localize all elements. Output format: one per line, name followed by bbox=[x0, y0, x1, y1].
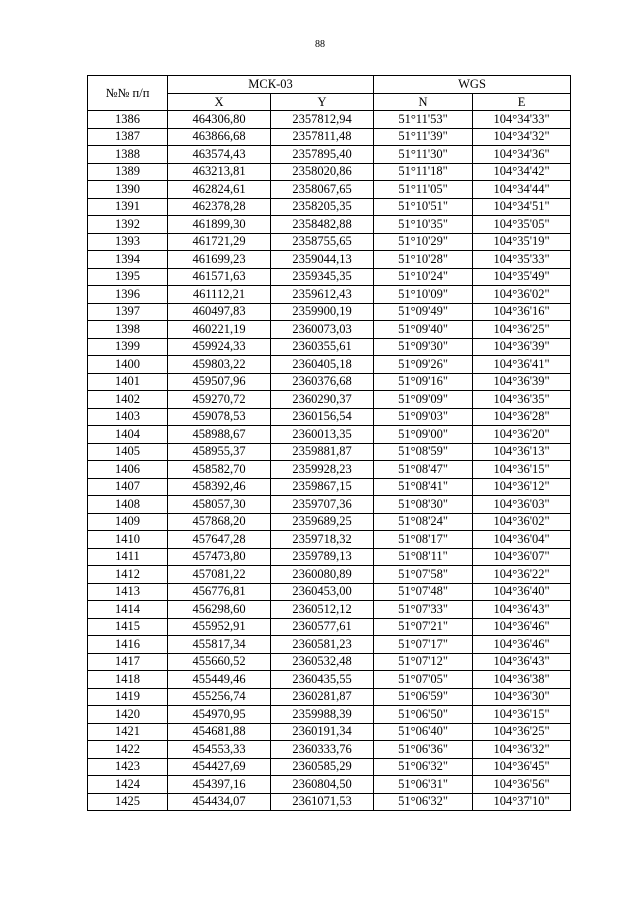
cell-point-number: 1423 bbox=[88, 758, 168, 776]
cell-point-number: 1401 bbox=[88, 373, 168, 391]
cell-point-number: 1410 bbox=[88, 531, 168, 549]
cell-y: 2360581,23 bbox=[271, 636, 374, 654]
table-row bbox=[88, 181, 571, 199]
table-row bbox=[88, 251, 571, 269]
cell-point-number: 1389 bbox=[88, 163, 168, 181]
cell-y: 2360156,54 bbox=[271, 408, 374, 426]
cell-n: 51°07'05" bbox=[374, 671, 473, 689]
cell-n: 51°06'32" bbox=[374, 793, 473, 811]
cell-e: 104°36'45" bbox=[473, 758, 571, 776]
header-x: X bbox=[168, 94, 271, 111]
cell-point-number: 1415 bbox=[88, 618, 168, 636]
table-row bbox=[88, 443, 571, 461]
cell-e: 104°35'19" bbox=[473, 233, 571, 251]
cell-point-number: 1392 bbox=[88, 216, 168, 234]
cell-y: 2358482,88 bbox=[271, 216, 374, 234]
cell-e: 104°34'33" bbox=[473, 111, 571, 129]
cell-point-number: 1402 bbox=[88, 391, 168, 409]
cell-x: 459924,33 bbox=[168, 338, 271, 356]
table-row bbox=[88, 496, 571, 514]
header-msk03: МСК-03 bbox=[168, 76, 374, 94]
cell-point-number: 1419 bbox=[88, 688, 168, 706]
cell-e: 104°36'32" bbox=[473, 741, 571, 759]
cell-y: 2360405,18 bbox=[271, 356, 374, 374]
cell-n: 51°09'49" bbox=[374, 303, 473, 321]
cell-x: 455449,46 bbox=[168, 671, 271, 689]
cell-point-number: 1393 bbox=[88, 233, 168, 251]
table-row bbox=[88, 653, 571, 671]
cell-e: 104°36'41" bbox=[473, 356, 571, 374]
cell-e: 104°36'13" bbox=[473, 443, 571, 461]
cell-y: 2360453,00 bbox=[271, 583, 374, 601]
cell-y: 2359689,25 bbox=[271, 513, 374, 531]
cell-point-number: 1406 bbox=[88, 461, 168, 479]
cell-e: 104°35'49" bbox=[473, 268, 571, 286]
cell-e: 104°36'35" bbox=[473, 391, 571, 409]
cell-n: 51°10'35" bbox=[374, 216, 473, 234]
table-row bbox=[88, 723, 571, 741]
cell-e: 104°36'38" bbox=[473, 671, 571, 689]
cell-e: 104°36'02" bbox=[473, 286, 571, 304]
cell-point-number: 1420 bbox=[88, 706, 168, 724]
cell-n: 51°07'33" bbox=[374, 601, 473, 619]
cell-point-number: 1388 bbox=[88, 146, 168, 164]
table-body bbox=[88, 111, 571, 811]
cell-x: 460497,83 bbox=[168, 303, 271, 321]
cell-x: 458955,37 bbox=[168, 443, 271, 461]
cell-n: 51°07'58" bbox=[374, 566, 473, 584]
cell-point-number: 1398 bbox=[88, 321, 168, 339]
cell-n: 51°11'30" bbox=[374, 146, 473, 164]
cell-n: 51°06'31" bbox=[374, 776, 473, 794]
cell-n: 51°08'30" bbox=[374, 496, 473, 514]
table-row bbox=[88, 233, 571, 251]
cell-x: 459803,22 bbox=[168, 356, 271, 374]
cell-y: 2360532,48 bbox=[271, 653, 374, 671]
cell-point-number: 1421 bbox=[88, 723, 168, 741]
cell-point-number: 1403 bbox=[88, 408, 168, 426]
cell-n: 51°10'51" bbox=[374, 198, 473, 216]
cell-e: 104°36'07" bbox=[473, 548, 571, 566]
cell-y: 2359718,32 bbox=[271, 531, 374, 549]
cell-e: 104°36'15" bbox=[473, 706, 571, 724]
cell-x: 457868,20 bbox=[168, 513, 271, 531]
cell-e: 104°36'46" bbox=[473, 618, 571, 636]
table-row bbox=[88, 706, 571, 724]
cell-e: 104°36'56" bbox=[473, 776, 571, 794]
cell-point-number: 1397 bbox=[88, 303, 168, 321]
cell-x: 461721,29 bbox=[168, 233, 271, 251]
cell-y: 2359789,13 bbox=[271, 548, 374, 566]
cell-x: 460221,19 bbox=[168, 321, 271, 339]
table-row bbox=[88, 531, 571, 549]
cell-point-number: 1417 bbox=[88, 653, 168, 671]
cell-n: 51°06'59" bbox=[374, 688, 473, 706]
cell-y: 2360191,34 bbox=[271, 723, 374, 741]
table-row bbox=[88, 356, 571, 374]
cell-x: 454427,69 bbox=[168, 758, 271, 776]
cell-x: 458988,67 bbox=[168, 426, 271, 444]
cell-e: 104°35'05" bbox=[473, 216, 571, 234]
table-row bbox=[88, 426, 571, 444]
cell-n: 51°08'11" bbox=[374, 548, 473, 566]
cell-n: 51°07'48" bbox=[374, 583, 473, 601]
cell-y: 2360073,03 bbox=[271, 321, 374, 339]
cell-point-number: 1387 bbox=[88, 128, 168, 146]
table-row bbox=[88, 216, 571, 234]
table-row bbox=[88, 391, 571, 409]
cell-x: 461899,30 bbox=[168, 216, 271, 234]
cell-x: 462824,61 bbox=[168, 181, 271, 199]
cell-n: 51°10'29" bbox=[374, 233, 473, 251]
cell-x: 456298,60 bbox=[168, 601, 271, 619]
cell-e: 104°36'22" bbox=[473, 566, 571, 584]
cell-x: 463574,43 bbox=[168, 146, 271, 164]
cell-point-number: 1408 bbox=[88, 496, 168, 514]
cell-y: 2359345,35 bbox=[271, 268, 374, 286]
cell-e: 104°36'40" bbox=[473, 583, 571, 601]
table-row bbox=[88, 741, 571, 759]
table-header bbox=[88, 76, 571, 111]
cell-y: 2358205,35 bbox=[271, 198, 374, 216]
cell-y: 2360577,61 bbox=[271, 618, 374, 636]
cell-y: 2360376,68 bbox=[271, 373, 374, 391]
table-row bbox=[88, 373, 571, 391]
cell-e: 104°36'12" bbox=[473, 478, 571, 496]
cell-e: 104°36'20" bbox=[473, 426, 571, 444]
cell-e: 104°34'32" bbox=[473, 128, 571, 146]
table-row bbox=[88, 111, 571, 129]
cell-e: 104°36'28" bbox=[473, 408, 571, 426]
cell-x: 459507,96 bbox=[168, 373, 271, 391]
cell-point-number: 1416 bbox=[88, 636, 168, 654]
header-row-top bbox=[88, 76, 571, 94]
header-point-number: №№ п/п bbox=[88, 76, 168, 111]
cell-y: 2357895,40 bbox=[271, 146, 374, 164]
cell-point-number: 1390 bbox=[88, 181, 168, 199]
cell-x: 455660,52 bbox=[168, 653, 271, 671]
table-row bbox=[88, 671, 571, 689]
cell-x: 461699,23 bbox=[168, 251, 271, 269]
cell-y: 2360435,55 bbox=[271, 671, 374, 689]
cell-n: 51°10'24" bbox=[374, 268, 473, 286]
cell-y: 2358020,86 bbox=[271, 163, 374, 181]
table-row bbox=[88, 566, 571, 584]
cell-n: 51°06'50" bbox=[374, 706, 473, 724]
cell-point-number: 1399 bbox=[88, 338, 168, 356]
cell-n: 51°11'05" bbox=[374, 181, 473, 199]
header-n: N bbox=[374, 94, 473, 111]
cell-point-number: 1418 bbox=[88, 671, 168, 689]
cell-y: 2359867,15 bbox=[271, 478, 374, 496]
table-row bbox=[88, 338, 571, 356]
cell-point-number: 1424 bbox=[88, 776, 168, 794]
cell-e: 104°36'43" bbox=[473, 601, 571, 619]
cell-e: 104°36'25" bbox=[473, 321, 571, 339]
cell-point-number: 1414 bbox=[88, 601, 168, 619]
cell-y: 2360080,89 bbox=[271, 566, 374, 584]
cell-point-number: 1400 bbox=[88, 356, 168, 374]
table-row bbox=[88, 321, 571, 339]
cell-y: 2359881,87 bbox=[271, 443, 374, 461]
table-row bbox=[88, 268, 571, 286]
header-y: Y bbox=[271, 94, 374, 111]
cell-n: 51°11'53" bbox=[374, 111, 473, 129]
cell-e: 104°36'16" bbox=[473, 303, 571, 321]
cell-n: 51°09'03" bbox=[374, 408, 473, 426]
cell-x: 458392,46 bbox=[168, 478, 271, 496]
cell-n: 51°09'00" bbox=[374, 426, 473, 444]
cell-y: 2358067,65 bbox=[271, 181, 374, 199]
table-row bbox=[88, 128, 571, 146]
cell-x: 459078,53 bbox=[168, 408, 271, 426]
cell-n: 51°10'09" bbox=[374, 286, 473, 304]
cell-x: 464306,80 bbox=[168, 111, 271, 129]
cell-e: 104°36'30" bbox=[473, 688, 571, 706]
cell-n: 51°09'09" bbox=[374, 391, 473, 409]
cell-x: 458582,70 bbox=[168, 461, 271, 479]
cell-point-number: 1425 bbox=[88, 793, 168, 811]
table-row bbox=[88, 198, 571, 216]
cell-e: 104°34'36" bbox=[473, 146, 571, 164]
table-row bbox=[88, 776, 571, 794]
table-row bbox=[88, 408, 571, 426]
cell-n: 51°08'47" bbox=[374, 461, 473, 479]
cell-x: 462378,28 bbox=[168, 198, 271, 216]
cell-n: 51°09'40" bbox=[374, 321, 473, 339]
cell-x: 455952,91 bbox=[168, 618, 271, 636]
cell-e: 104°36'43" bbox=[473, 653, 571, 671]
cell-e: 104°36'39" bbox=[473, 373, 571, 391]
table-row bbox=[88, 758, 571, 776]
table-row bbox=[88, 636, 571, 654]
cell-point-number: 1405 bbox=[88, 443, 168, 461]
cell-y: 2360355,61 bbox=[271, 338, 374, 356]
cell-e: 104°37'10" bbox=[473, 793, 571, 811]
cell-n: 51°11'18" bbox=[374, 163, 473, 181]
cell-e: 104°34'44" bbox=[473, 181, 571, 199]
cell-x: 454553,33 bbox=[168, 741, 271, 759]
cell-x: 461571,63 bbox=[168, 268, 271, 286]
cell-y: 2360585,29 bbox=[271, 758, 374, 776]
cell-y: 2357812,94 bbox=[271, 111, 374, 129]
cell-n: 51°09'26" bbox=[374, 356, 473, 374]
cell-n: 51°06'36" bbox=[374, 741, 473, 759]
header-wgs: WGS bbox=[374, 76, 571, 94]
cell-e: 104°34'51" bbox=[473, 198, 571, 216]
cell-x: 457473,80 bbox=[168, 548, 271, 566]
cell-y: 2360512,12 bbox=[271, 601, 374, 619]
cell-y: 2361071,53 bbox=[271, 793, 374, 811]
cell-e: 104°36'39" bbox=[473, 338, 571, 356]
cell-x: 455817,34 bbox=[168, 636, 271, 654]
table-row bbox=[88, 303, 571, 321]
cell-x: 457647,28 bbox=[168, 531, 271, 549]
cell-x: 454434,07 bbox=[168, 793, 271, 811]
table-row bbox=[88, 163, 571, 181]
cell-point-number: 1411 bbox=[88, 548, 168, 566]
cell-n: 51°09'16" bbox=[374, 373, 473, 391]
cell-n: 51°08'24" bbox=[374, 513, 473, 531]
cell-point-number: 1404 bbox=[88, 426, 168, 444]
cell-e: 104°36'03" bbox=[473, 496, 571, 514]
cell-e: 104°36'46" bbox=[473, 636, 571, 654]
cell-point-number: 1386 bbox=[88, 111, 168, 129]
cell-n: 51°07'17" bbox=[374, 636, 473, 654]
cell-n: 51°11'39" bbox=[374, 128, 473, 146]
cell-point-number: 1396 bbox=[88, 286, 168, 304]
cell-n: 51°06'40" bbox=[374, 723, 473, 741]
cell-y: 2359900,19 bbox=[271, 303, 374, 321]
table-row bbox=[88, 793, 571, 811]
cell-y: 2360290,37 bbox=[271, 391, 374, 409]
cell-x: 455256,74 bbox=[168, 688, 271, 706]
table-row bbox=[88, 583, 571, 601]
cell-y: 2359988,39 bbox=[271, 706, 374, 724]
cell-point-number: 1391 bbox=[88, 198, 168, 216]
cell-x: 463866,68 bbox=[168, 128, 271, 146]
cell-x: 456776,81 bbox=[168, 583, 271, 601]
cell-x: 459270,72 bbox=[168, 391, 271, 409]
header-e: E bbox=[473, 94, 571, 111]
table-row bbox=[88, 461, 571, 479]
table-row bbox=[88, 548, 571, 566]
cell-x: 454681,88 bbox=[168, 723, 271, 741]
cell-e: 104°36'15" bbox=[473, 461, 571, 479]
cell-x: 457081,22 bbox=[168, 566, 271, 584]
cell-x: 454397,16 bbox=[168, 776, 271, 794]
cell-n: 51°07'21" bbox=[374, 618, 473, 636]
cell-point-number: 1409 bbox=[88, 513, 168, 531]
cell-n: 51°06'32" bbox=[374, 758, 473, 776]
cell-y: 2360333,76 bbox=[271, 741, 374, 759]
cell-e: 104°35'33" bbox=[473, 251, 571, 269]
table-row bbox=[88, 618, 571, 636]
table-row bbox=[88, 146, 571, 164]
table-row bbox=[88, 286, 571, 304]
cell-y: 2359044,13 bbox=[271, 251, 374, 269]
cell-y: 2359612,43 bbox=[271, 286, 374, 304]
page-number: 88 bbox=[315, 39, 325, 50]
cell-point-number: 1395 bbox=[88, 268, 168, 286]
cell-point-number: 1422 bbox=[88, 741, 168, 759]
cell-point-number: 1413 bbox=[88, 583, 168, 601]
cell-y: 2359707,36 bbox=[271, 496, 374, 514]
cell-n: 51°07'12" bbox=[374, 653, 473, 671]
cell-y: 2360013,35 bbox=[271, 426, 374, 444]
cell-e: 104°34'42" bbox=[473, 163, 571, 181]
cell-point-number: 1407 bbox=[88, 478, 168, 496]
cell-n: 51°09'30" bbox=[374, 338, 473, 356]
cell-point-number: 1394 bbox=[88, 251, 168, 269]
cell-y: 2357811,48 bbox=[271, 128, 374, 146]
cell-n: 51°10'28" bbox=[374, 251, 473, 269]
cell-n: 51°08'17" bbox=[374, 531, 473, 549]
cell-e: 104°36'25" bbox=[473, 723, 571, 741]
cell-y: 2360281,87 bbox=[271, 688, 374, 706]
table-row bbox=[88, 688, 571, 706]
cell-x: 461112,21 bbox=[168, 286, 271, 304]
cell-y: 2359928,23 bbox=[271, 461, 374, 479]
cell-x: 458057,30 bbox=[168, 496, 271, 514]
cell-e: 104°36'02" bbox=[473, 513, 571, 531]
cell-x: 454970,95 bbox=[168, 706, 271, 724]
cell-y: 2360804,50 bbox=[271, 776, 374, 794]
cell-e: 104°36'04" bbox=[473, 531, 571, 549]
cell-point-number: 1412 bbox=[88, 566, 168, 584]
table-row bbox=[88, 478, 571, 496]
cell-y: 2358755,65 bbox=[271, 233, 374, 251]
cell-x: 463213,81 bbox=[168, 163, 271, 181]
coordinates-table bbox=[87, 75, 571, 811]
cell-n: 51°08'41" bbox=[374, 478, 473, 496]
table-row bbox=[88, 601, 571, 619]
cell-n: 51°08'59" bbox=[374, 443, 473, 461]
table-row bbox=[88, 513, 571, 531]
